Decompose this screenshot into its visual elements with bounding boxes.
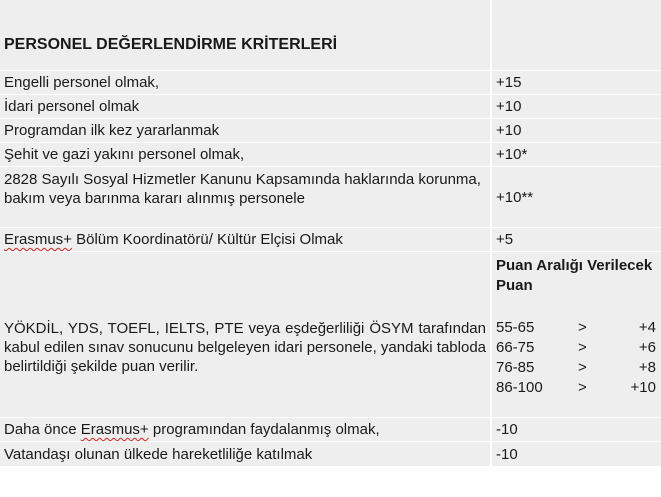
- score-value: +10: [492, 95, 661, 118]
- table-header: [0, 0, 661, 71]
- table-row: [0, 167, 661, 228]
- points-range: 76-85: [496, 359, 535, 376]
- table-row: [0, 95, 661, 119]
- criterion-text: Engelli personel olmak,: [0, 71, 490, 94]
- points-value: +4: [638, 319, 656, 336]
- criterion-prefix: Daha önce: [4, 421, 81, 438]
- points-title: Puan Aralığı Verilecek Puan: [496, 257, 653, 294]
- criterion-text: Programdan ilk kez yararlanmak: [0, 119, 490, 142]
- points-value: +6: [638, 339, 656, 356]
- table-row: [0, 119, 661, 143]
- points-arrow: >: [578, 379, 587, 396]
- score-value: -10: [492, 442, 661, 466]
- criterion-text: Şehit ve gazi yakını personel olmak,: [0, 143, 490, 166]
- criterion-link: Erasmus+: [80, 421, 149, 438]
- table-row: [0, 228, 661, 252]
- points-arrow: >: [578, 359, 587, 376]
- criterion-text: [0, 418, 490, 441]
- score-value: +10: [492, 119, 661, 142]
- points-value: +10: [630, 379, 656, 396]
- score-value: +10*: [492, 143, 661, 166]
- score-value: +5: [492, 228, 661, 251]
- points-arrow: >: [578, 319, 587, 336]
- points-table: [492, 252, 661, 417]
- table-row: [0, 418, 661, 442]
- criterion-rest: Bölüm Koordinatörü/ Kültür Elçisi Olmak: [71, 231, 343, 248]
- points-row: [496, 358, 657, 378]
- language-criterion: [0, 252, 490, 417]
- table-title: PERSONEL DEĞERLENDİRME KRİTERLERİ: [0, 0, 490, 70]
- points-value: +8: [638, 359, 656, 376]
- points-row: [496, 318, 657, 338]
- table-row: [0, 71, 661, 95]
- criterion-prefix: Erasmus+: [4, 231, 72, 248]
- points-row: [496, 338, 657, 358]
- points-row: [496, 378, 657, 398]
- criterion-text: Vatandaşı olunan ülkede hareketliliğe katılmak: [0, 442, 490, 466]
- points-range: 55-65: [496, 319, 535, 336]
- points-arrow: >: [578, 339, 587, 356]
- score-value: +10**: [492, 167, 661, 227]
- points-range: 86-100: [496, 379, 543, 396]
- points-range: 66-75: [496, 339, 535, 356]
- table-row: [0, 143, 661, 167]
- score-value: -10: [492, 418, 661, 441]
- criterion-text: 2828 Sayılı Sosyal Hizmetler Kanunu Kapsamında haklarında korunma, bakım veya barınma kararı alınmış personele: [0, 167, 490, 227]
- score-header: [492, 0, 661, 70]
- criterion-text: [0, 228, 490, 251]
- score-value: +15: [492, 71, 661, 94]
- criterion-text: İdari personel olmak: [0, 95, 490, 118]
- language-criterion-text: YÖKDİL, YDS, TOEFL, IELTS, PTE veya eşdeğerliliği ÖSYM tarafından kabul edilen sınav sonucunu belgeleyen idari personele, yandaki tabloda belirtildiği şekilde puan verilir.: [4, 320, 487, 375]
- table-row: [0, 442, 661, 467]
- language-row: [0, 252, 661, 418]
- criterion-rest: programından faydalanmış olmak,: [148, 421, 380, 438]
